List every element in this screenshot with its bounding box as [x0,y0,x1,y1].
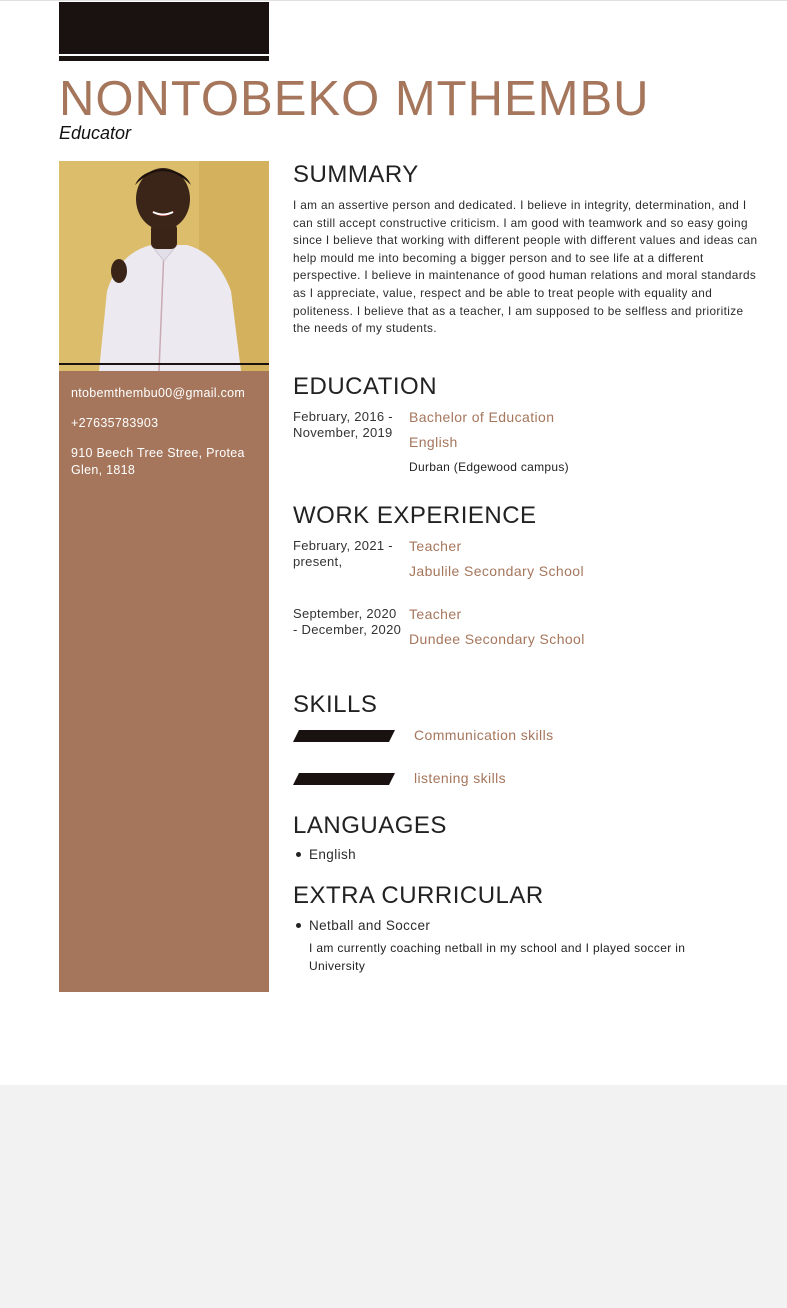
work-dates-1: February, 2021 - present, [293,538,393,569]
extra-item-description: I am currently coaching netball in my school and I played soccer in University [309,941,686,973]
skills-heading: SKILLS [293,691,378,718]
work-employer-2: Dundee Secondary School [409,631,585,647]
bullet-dot [296,852,301,857]
sidebar [59,161,269,992]
work-position-2: Teacher [409,606,462,622]
education-heading: EDUCATION [293,373,438,400]
header-decor-line [59,56,269,61]
work-position-1: Teacher [409,538,462,554]
skill-label-2: listening skills [414,770,506,786]
candidate-name: NONTOBEKO MTHEMBU [59,72,650,126]
photo-divider [59,363,269,365]
languages-heading: LANGUAGES [293,812,447,839]
header-decor-block [59,2,269,54]
summary-heading: SUMMARY [293,161,419,188]
work-dates-2: September, 2020 - December, 2020 [293,606,402,637]
email-text: ntobemthembu00@gmail.com [71,386,246,400]
education-institution: Durban (Edgewood campus) [409,460,569,474]
extra-item-name: Netball and Soccer [309,918,431,933]
extra-heading: EXTRA CURRICULAR [293,882,544,909]
extra-item [296,918,430,933]
profile-photo-illustration [59,161,269,371]
bullet-dot [296,923,301,928]
candidate-role: Educator [59,123,132,143]
summary-text: I am an assertive person and dedicated. I believe in integrity, determination, and I can still accept constructive criticism. I am good with teamwork and so easy going since I believe that working with different people with different values and ideas can help mould me into becoming a bigger person and to see life at a different perspective. I believe in maintenance of good human relations and moral standards as I appreciate, value, respect and be able to treat people with equality and politeness. I believe that as a teacher, I am supposed to be selfless and prioritize the needs of my students. [293,198,758,336]
education-major: English [409,434,458,450]
education-degree: Bachelor of Education [409,409,555,425]
education-dates: February, 2016 - November, 2019 [293,409,393,440]
address-text: 910 Beech Tree Stree, Protea Glen, 1818 [71,446,245,477]
skill-label-1: Communication skills [414,727,554,743]
work-heading: WORK EXPERIENCE [293,502,537,529]
language-label: English [309,847,357,862]
language-item [296,847,356,862]
skill-level-bar-2 [293,773,395,785]
phone-text: +27635783903 [71,416,159,430]
work-employer-1: Jabulile Secondary School [409,563,584,579]
skill-level-bar-1 [293,730,395,742]
profile-photo [59,161,269,371]
